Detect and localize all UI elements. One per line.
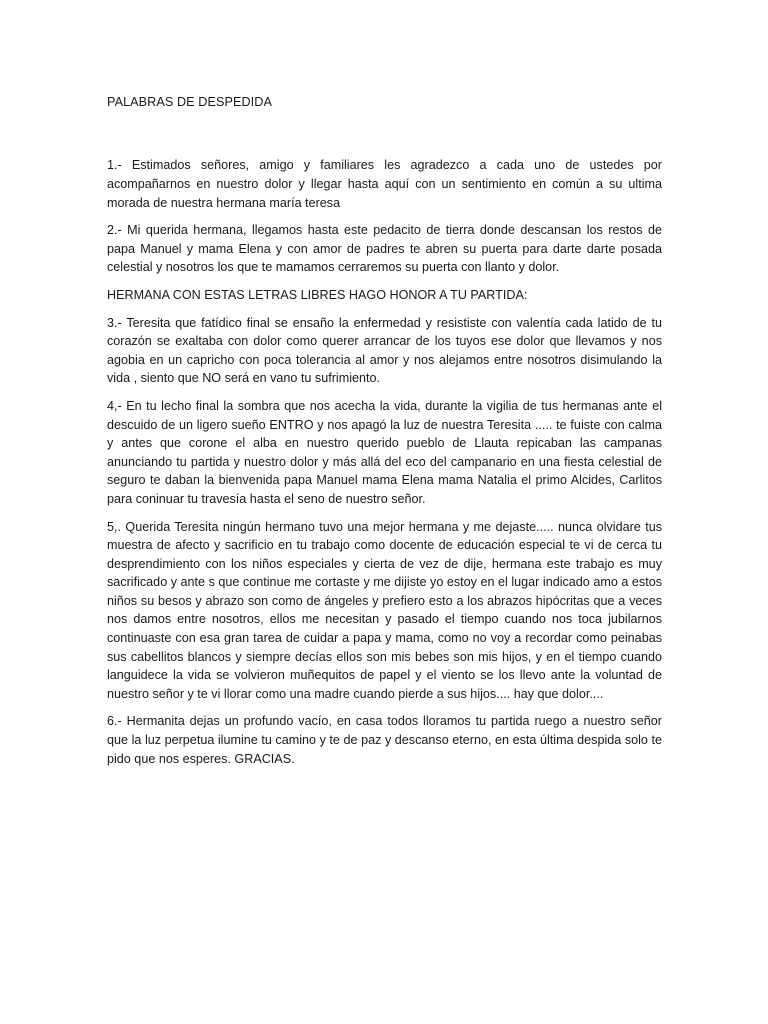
paragraph-2: 2.- Mi querida hermana, llegamos hasta este pedacito de tierra donde descansan los restos de papa Manuel y mama Elena y con amor de padres te abren su puerta para darte darte posada celestial y nosotros los que te mamamos cerraremos su puerta con llanto y dolor.: [107, 223, 662, 275]
paragraph-4: 4,- En tu lecho final la sombra que nos acecha la vida, durante la vigilia de tus hermanas ante el descuido de un ligero sueño ENTRO y nos apagó la luz de nuestra Teresita ..... te fuiste con calma y antes que corone el alba en nuestro querido pueblo de Llauta repicaban las campanas anunciando tu partida y nuestro dolor y más allá del eco del campanario en una fiesta celestial de seguro te daban la bienvenida papa Manuel mama Elena mama Natalia el primo Alcides, Carlitos para coninuar tu travesía hasta el seno de nuestro señor.: [107, 398, 662, 506]
document-page: [107, 93, 662, 777]
paragraph-3: 3.- Teresita que fatídico final se ensaño la enfermedad y resististe con valentía cada latido de tu corazón se exaltaba con dolor como querer arrancar de los tuyos ese dolor que llevamos y nos agobia en un capricho con poca tolerancia al amor y nos alejamos entre nosotros disimulando la vida , siento que NO será en vano tu sufrimiento.: [107, 315, 662, 386]
paragraph-5: 5,. Querida Teresita ningún hermano tuvo una mejor hermana y me dejaste..... nunca olvidare tus muestra de afecto y sacrificio en tu trabajo como docente de educación especial te vi de cerca tu desprendimiento con los niños especiales y cierta de vez de dije, hermana este trabajo es muy sacrificado y ante s que continue me cortaste y me dijiste yo estoy en el lugar indicado amo a estos niños su besos y abrazo son como de ángeles y prefiero esto a los abrazos hipócritas que a veces nos damos entre nosotros, ellos me necesitan y pasado el tiempo cuando nos toca jubilarnos continuaste con esa gran tarea de cuidar a papa y mama, como no voy a recordar como peinabas sus cabellitos blancos y siempre decías ellos son mis bebes son mis hijos, y en el tiempo cuando languidece la vida se volvieron muñequitos de papel y el viento se los llevo ante la voluntad de nuestro señor y te vi llorar como una madre cuando pierde a sus hijos.... hay que dolor....: [107, 519, 662, 701]
document-title: PALABRAS DE DESPEDIDA: [107, 95, 272, 109]
paragraph-6: 6.- Hermanita dejas un profundo vacío, en casa todos lloramos tu partida ruego a nuestro señor que la luz perpetua ilumine tu camino y te de paz y descanso eterno, en esta última despida solo te pido que nos esperes. GRACIAS.: [107, 714, 662, 766]
paragraph-1: 1.- Estimados señores, amigo y familiares les agradezco a cada uno de ustedes por acompañarnos en nuestro dolor y llegar hasta aquí con un sentimiento en común a su ultima morada de nuestra hermana maría teresa: [107, 158, 662, 210]
section-heading: HERMANA CON ESTAS LETRAS LIBRES HAGO HONOR A TU PARTIDA:: [107, 287, 528, 302]
